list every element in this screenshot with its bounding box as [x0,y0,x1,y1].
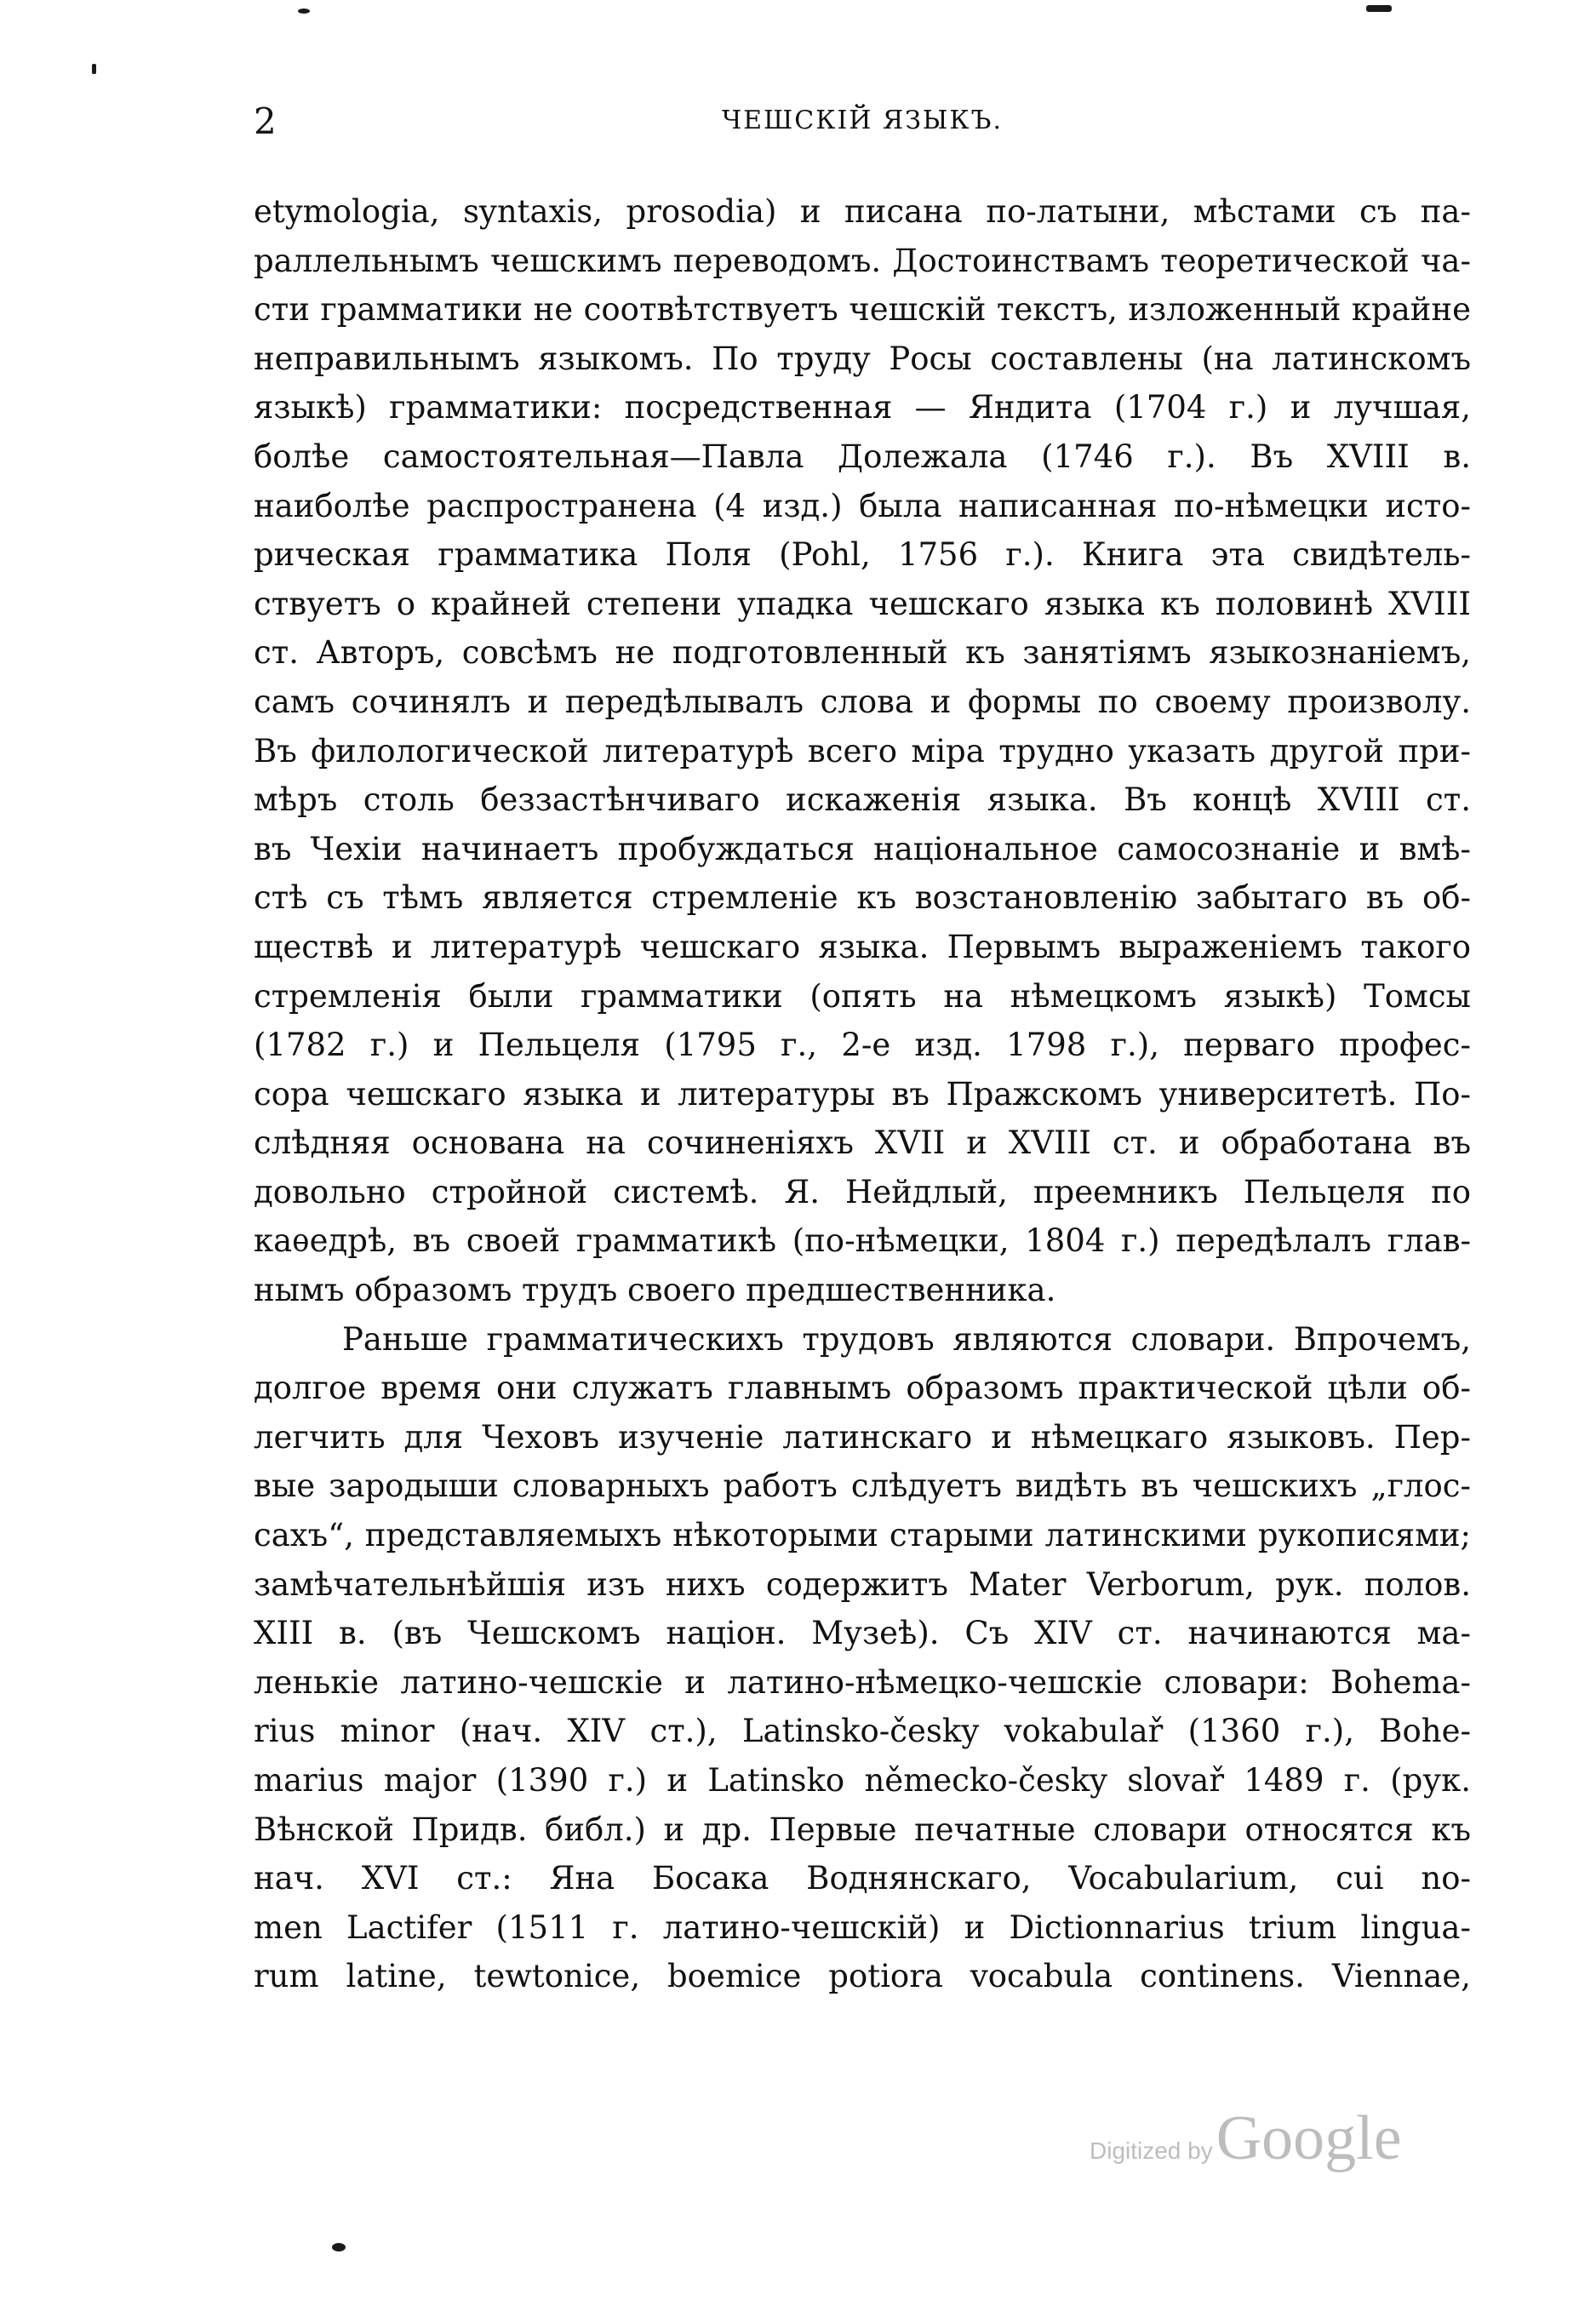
text-line: въ Чехіи начинаетъ пробуждаться національное самосознаніе и вмѣ- [254,830,1471,867]
scan-speck [298,9,310,14]
text-line: etymologia, syntaxis, prosodia) и писана по-латыни, мѣстами съ па- [254,193,1471,230]
text-line: стѣ съ тѣмъ является стремленіе къ возстановленію забытаго въ об- [254,879,1471,917]
text-line: Раньше грамматическихъ трудовъ являются словари. Впрочемъ, [342,1320,1471,1358]
text-line: XIII в. (въ Чешскомъ націон. Музеѣ). Съ XIV ст. начинаются ма- [254,1615,1471,1652]
paragraph-1 [254,187,1471,1315]
text-line: каѳедрѣ, въ своей грамматикѣ (по-нѣмецки, 1804 г.) передѣлалъ глав- [254,1222,1471,1260]
text-line: слѣдняя основана на сочиненіяхъ XVII и XVIII ст. и обработана въ [254,1124,1471,1162]
running-header [254,100,1471,152]
text-line: замѣчательнѣйшія изъ нихъ содержитъ Mater Verborum, рук. полов. [254,1565,1471,1603]
text-line: мѣръ столь беззастѣнчиваго искаженія языка. Въ концѣ XVIII ст. [254,781,1471,819]
google-logo: Google [1216,2103,1402,2173]
digitized-by-google-watermark [1090,2103,1430,2179]
text-line: раллельнымъ чешскимъ переводомъ. Достоинствамъ теоретической ча- [254,242,1471,279]
text-line: стремленія были грамматики (опять на нѣмецкомъ языкѣ) Томсы [254,977,1471,1015]
text-line: вые зародыши словарныхъ работъ слѣдуетъ видѣть въ чешскихъ „глос- [254,1468,1471,1505]
watermark-prefix: Digitized by [1090,2137,1213,2164]
scan-speck [92,64,96,74]
text-line: долгое время они служатъ главнымъ образомъ практической цѣли об- [254,1370,1471,1407]
text-line: Въ филологической литературѣ всего міра трудно указать другой при- [254,732,1471,770]
text-line: сахъ“, представляемыхъ нѣкоторыми старыми латинскими рукописями; [254,1517,1471,1554]
text-line: marius major (1390 г.) и Latinsko německo-česky slovař 1489 г. (рук. [254,1762,1471,1799]
running-title: ЧЕШСКІЙ ЯЗЫКЪ. [721,106,1004,135]
text-line: сора чешскаго языка и литературы въ Пражскомъ университетѣ. По- [254,1075,1471,1113]
text-line: языкѣ) грамматики: посредственная — Яндита (1704 г.) и лучшая, [254,389,1471,426]
text-line: нымъ образомъ трудъ своего предшественника. [254,1272,1056,1309]
text-line: ленькіе латино-чешскіе и латино-нѣмецко-чешскіе словари: Bohema- [254,1663,1471,1701]
text-line: рическая грамматика Поля (Pohl, 1756 г.). Книга эта свидѣтель- [254,536,1471,574]
text-line: наиболѣе распространена (4 изд.) была написанная по-нѣмецки исто- [254,487,1471,524]
scan-speck [1366,5,1392,12]
text-line: ст. Авторъ, совсѣмъ не подготовленный къ занятіямъ языкознаніемъ, [254,634,1471,672]
text-line: болѣе самостоятельная—Павла Долежала (1746 г.). Въ XVIII в. [254,438,1471,475]
text-line: легчить для Чеховъ изученіе латинскаго и нѣмецкаго языковъ. Пер- [254,1418,1471,1456]
text-line: сти грамматики не соотвѣтствуетъ чешскій текстъ, изложенный крайне [254,291,1471,329]
text-line: неправильнымъ языкомъ. По труду Росы составлены (на латинскомъ [254,340,1471,377]
page-number: 2 [254,100,277,142]
text-line: rius minor (нач. XIV ст.), Latinsko-česky vokabulař (1360 г.), Bohe- [254,1713,1471,1750]
text-line: Вѣнской Придв. библ.) и др. Первые печатные словари относятся къ [254,1811,1471,1848]
text-line: нач. XVI ст.: Яна Босака Воднянскаго, Vocabularium, cui no- [254,1860,1471,1897]
text-line: самъ сочинялъ и передѣлывалъ слова и формы по своему произволу. [254,683,1471,720]
body-text [254,187,1471,2001]
scan-speck [332,2243,346,2251]
text-line: men Lactifer (1511 г. латино-чешскій) и Dictionnarius trium lingua- [254,1908,1471,1946]
text-line: довольно стройной системѣ. Я. Нейдлый, преемникъ Пельцеля по [254,1173,1471,1210]
text-line: (1782 г.) и Пельцеля (1795 г., 2-е изд. 1798 г.), перваго профес- [254,1027,1471,1064]
text-line: rum latine, tewtonice, boemice potiora vocabula continens. Viennae, [254,1958,1471,1995]
paragraph-2 [254,1315,1471,2001]
text-line: ществѣ и литературѣ чешскаго языка. Первымъ выраженіемъ такого [254,928,1471,965]
text-line: ствуетъ о крайней степени упадка чешскаго языка къ половинѣ XVIII [254,585,1471,622]
